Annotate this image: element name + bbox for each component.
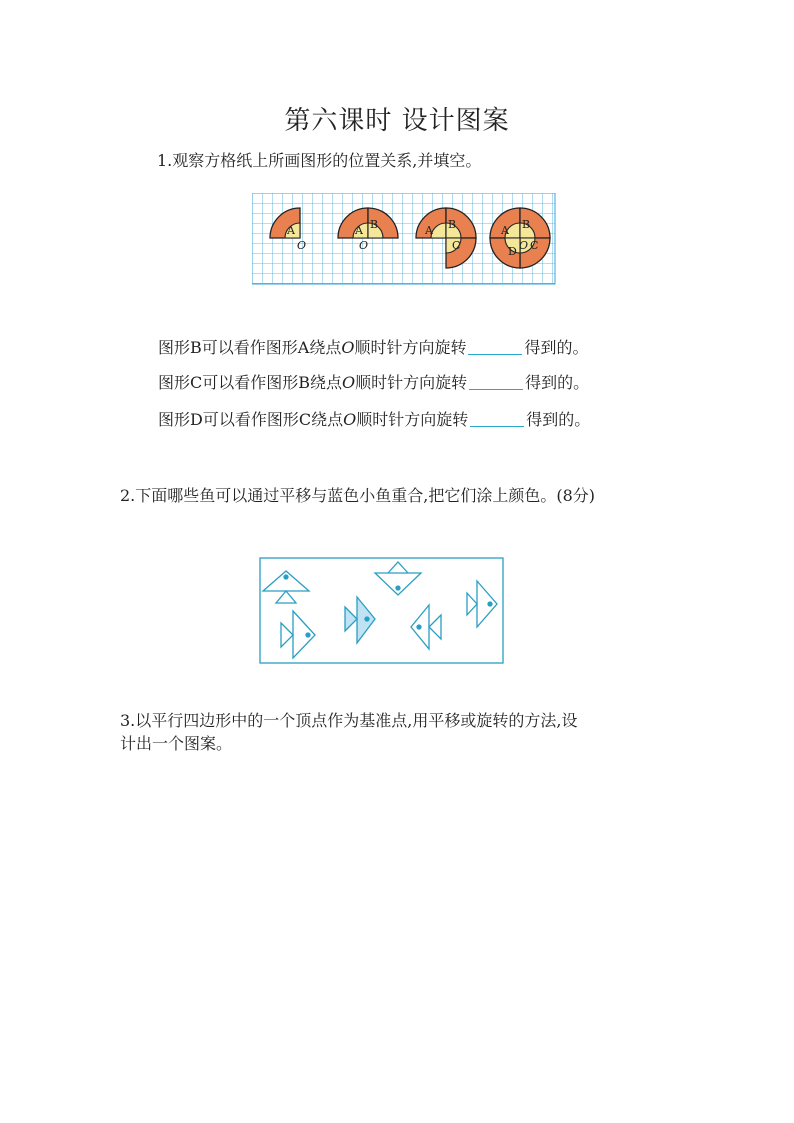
- svg-text:C: C: [530, 239, 539, 252]
- label-d: D: [508, 245, 517, 258]
- svg-text:O: O: [359, 239, 369, 252]
- question-2-prompt: 2.下面哪些鱼可以通过平移与蓝色小鱼重合,把它们涂上颜色。(8分): [120, 486, 596, 505]
- label-a: A: [287, 224, 295, 237]
- fish-up-1: [263, 571, 309, 603]
- q1-line-3: 图形D可以看作图形C绕点O顺时针方向旋转 得到的。: [158, 410, 591, 429]
- page-title: 第六课时 设计图案: [284, 106, 510, 136]
- label-o: O: [297, 239, 307, 252]
- fish-right-2: [467, 581, 497, 627]
- q1-line-2: 图形C可以看作图形B绕点O顺时针方向旋转 得到的。: [158, 373, 590, 392]
- grid-figure: [252, 193, 556, 285]
- fish-down-1: [375, 562, 421, 595]
- question-1-prompt: 1.观察方格纸上所画图形的位置关系,并填空。: [157, 151, 482, 170]
- fish-left-1: [411, 605, 441, 649]
- answer-blank-1[interactable]: [468, 340, 522, 355]
- label-c: C: [452, 239, 461, 252]
- question-3-line-1: 3.以平行四边形中的一个顶点作为基准点,用平移或旋转的方法,设: [120, 711, 578, 730]
- svg-text:O: O: [519, 239, 529, 252]
- fish-figure: [259, 557, 505, 665]
- answer-blank-3[interactable]: [470, 412, 524, 427]
- svg-text:B: B: [448, 218, 457, 231]
- svg-text:A: A: [355, 224, 363, 237]
- fish-blue-reference: [345, 597, 375, 643]
- label-b: B: [370, 218, 379, 231]
- svg-text:A: A: [501, 224, 509, 237]
- answer-blank-2[interactable]: [469, 375, 523, 390]
- rotation-figure-4: [490, 208, 550, 268]
- q1-line-1: 图形B可以看作图形A绕点O顺时针方向旋转 得到的。: [158, 338, 589, 357]
- svg-text:A: A: [425, 224, 433, 237]
- svg-text:B: B: [522, 218, 531, 231]
- fish-right-1: [281, 611, 315, 658]
- question-3-line-2: 计出一个图案。: [120, 734, 233, 753]
